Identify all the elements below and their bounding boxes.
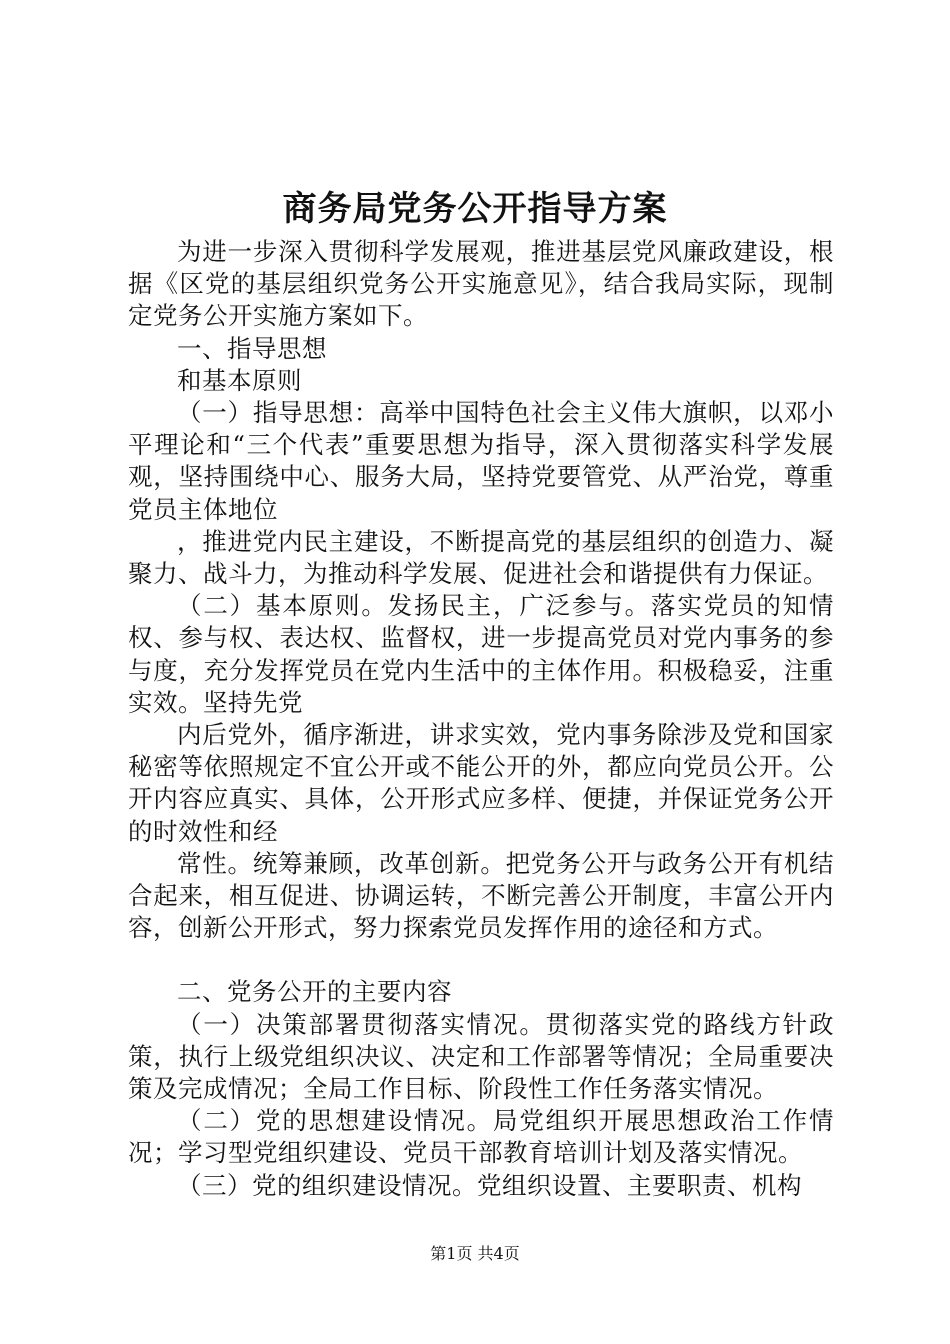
heading-main-content: 二、党务公开的主要内容 — [177, 977, 452, 1007]
paragraph-basic-principle-cont2: 常性。统筹兼顾，改革创新。把党务公开与政务公开有机结合起来，相互促进、协调运转，不断完善公开制度，丰富公开内容，创新公开形式，努力探索党员发挥作用的途径和方式。 — [128, 848, 834, 943]
heading-guiding-thought: 一、指导思想 — [177, 333, 327, 363]
paragraph-intro: 为进一步深入贯彻科学发展观，推进基层党风廉政建设，根据《区党的基层组织党务公开实施意见》，结合我局实际，现制定党务公开实施方案如下。 — [128, 237, 834, 331]
document-title: 商务局党务公开指导方案 — [282, 189, 668, 229]
paragraph-guiding-thought: （一）指导思想：高举中国特色社会主义伟大旗帜，以邓小平理论和“三个代表”重要思想为指导，深入贯彻落实科学发展观，坚持围绕中心、服务大局，坚持党要管党、从严治党，尊重党员主体地位 — [128, 398, 834, 524]
paragraph-guiding-thought-cont: ，推进党内民主建设，不断提高党的基层组织的创造力、凝聚力、战斗力，为推动科学发展、促进社会和谐提供有力保证。 — [128, 526, 834, 589]
document-body — [128, 236, 834, 1202]
paragraph-basic-principle: （二）基本原则。发扬民主，广泛参与。落实党员的知情权、参与权、表达权、监督权，进一步提高党员对党内事务的参与度，充分发挥党员在党内生活中的主体作用。积极稳妥，注重实效。坚持先党 — [128, 591, 834, 717]
heading-basic-principle: 和基本原则 — [177, 365, 302, 395]
paragraph-ideology: （二）党的思想建设情况。局党组织开展思想政治工作情况；学习型党组织建设、党员干部教育培训计划及落实情况。 — [128, 1106, 834, 1168]
paragraph-organization: （三）党的组织建设情况。党组织设置、主要职责、机构 — [177, 1170, 802, 1200]
page-footer: 第1页 共4页 — [430, 1244, 520, 1263]
paragraph-decision: （一）决策部署贯彻落实情况。贯彻落实党的路线方针政策，执行上级党组织决议、决定和工作部署等情况；全局重要决策及完成情况；全局工作目标、阶段性工作任务落实情况。 — [128, 1009, 834, 1104]
paragraph-spacer — [128, 944, 834, 976]
paragraph-basic-principle-cont: 内后党外，循序渐进，讲求实效，党内事务除涉及党和国家秘密等依照规定不宜公开或不能公开的外，都应向党员公开。公开内容应真实、具体，公开形式应多样、便捷，并保证党务公开的时效性和经 — [128, 720, 834, 846]
